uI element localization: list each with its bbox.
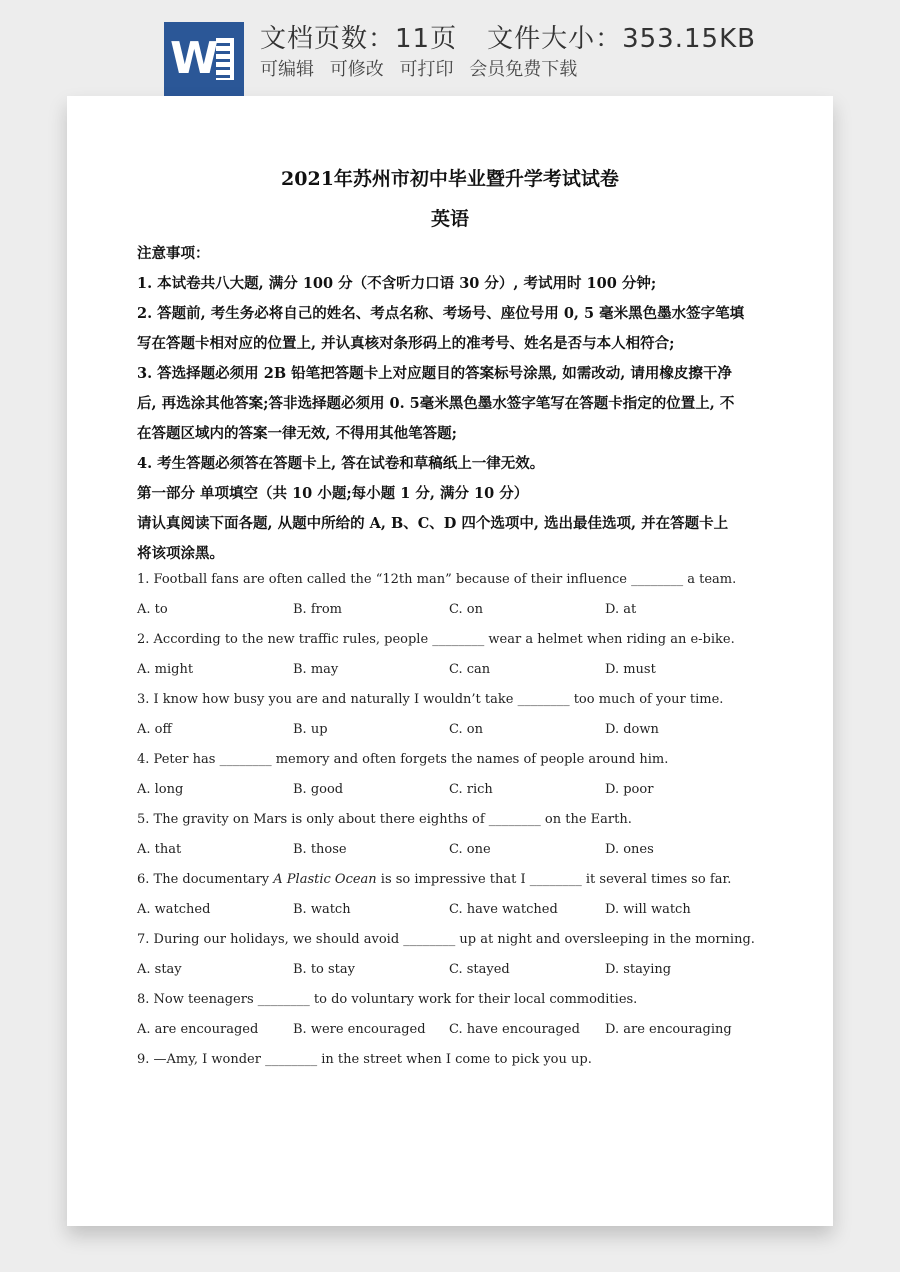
page-count: 文档页数：11页 [260, 24, 458, 54]
stem-end: is so impressive that I ________ it several times so far. [376, 872, 732, 887]
notice-line: 2. 答题前, 考生务必将自己的姓名、考点名称、考场号、座位号用 0, 5 毫米黑色墨水签字笔填 [137, 305, 745, 322]
file-meta [260, 18, 756, 55]
notice-line: 写在答题卡相对应的位置上, 并认真核对条形码上的准考号、姓名是否与本人相符合; [137, 335, 675, 352]
option-c: C. one [449, 842, 491, 857]
stem-start: 6. The documentary [137, 872, 274, 887]
notice-line: 3. 答选择题必须用 2B 铅笔把答题卡上对应题目的答案标号涂黑, 如需改动, 请用橡皮擦干净 [137, 365, 732, 382]
question-stem: 7. During our holidays, we should avoid ________ up at night and oversleeping in the morning. [137, 932, 755, 947]
option-d: D. staying [605, 962, 672, 977]
option-a: A. off [137, 722, 172, 737]
download-banner [0, 0, 900, 96]
question-stem: 1. Football fans are often called the “12th man” because of their influence ________ a team. [137, 572, 737, 587]
option-c: C. have encouraged [449, 1022, 580, 1037]
notice-line: 在答题区域内的答案一律无效, 不得用其他笔答题; [137, 425, 457, 442]
option-b: B. were encouraged [293, 1022, 426, 1037]
instruction-line: 请认真阅读下面各题, 从题中所给的 A, B、C、D 四个选项中, 选出最佳选项, 并在答题卡上 [137, 515, 729, 532]
question-stem: 8. Now teenagers ________ to do voluntary work for their local commodities. [137, 992, 638, 1007]
option-b: B. from [293, 602, 342, 617]
option-b: B. up [293, 722, 328, 737]
question-stem: 3. I know how busy you are and naturally I wouldn’t take ________ too much of your time. [137, 692, 724, 707]
option-c: C. rich [449, 782, 493, 797]
part-heading: 第一部分 单项填空（共 10 小题;每小题 1 分, 满分 10 分） [137, 485, 529, 502]
option-b: B. those [293, 842, 347, 857]
documentary-title: A Plastic Ocean [273, 872, 377, 887]
feature-editable: 可编辑 [260, 59, 314, 80]
word-document-icon [164, 22, 244, 96]
feature-free-download: 会员免费下载 [469, 59, 578, 80]
option-a: A. watched [137, 902, 211, 917]
option-d: D. must [605, 662, 656, 677]
option-c: C. on [449, 602, 483, 617]
option-d: D. down [605, 722, 659, 737]
notice-line: 后, 再选涂其他答案;答非选择题必须用 0. 5毫米黑色墨水签字笔写在答题卡指定的位置上, 不 [137, 395, 735, 412]
option-d: D. at [605, 602, 637, 617]
option-d: D. will watch [605, 902, 691, 917]
option-a: A. long [137, 782, 184, 797]
option-a: A. might [137, 662, 194, 677]
question-stem [137, 872, 731, 887]
option-a: A. stay [137, 962, 182, 977]
file-size: 文件大小：353.15KB [487, 24, 756, 54]
question-stem: 4. Peter has ________ memory and often forgets the names of people around him. [137, 752, 669, 767]
instruction-line: 将该项涂黑。 [137, 545, 224, 562]
option-b: B. good [293, 782, 344, 797]
option-a: A. to [137, 602, 168, 617]
option-a: A. that [137, 842, 182, 857]
feature-modifiable: 可修改 [329, 59, 384, 80]
option-b: B. to stay [293, 962, 355, 977]
word-letter: W [170, 33, 219, 84]
exam-title: 2021年苏州市初中毕业暨升学考试试卷 [281, 168, 619, 190]
feature-printable: 可打印 [399, 59, 454, 80]
option-b: B. may [293, 662, 339, 677]
question-stem: 5. The gravity on Mars is only about there eighths of ________ on the Earth. [137, 812, 632, 827]
option-c: C. on [449, 722, 483, 737]
notice-line: 4. 考生答题必须答在答题卡上, 答在试卷和草稿纸上一律无效。 [137, 455, 545, 472]
option-c: C. can [449, 662, 491, 677]
option-a: A. are encouraged [137, 1022, 259, 1037]
option-b: B. watch [293, 902, 351, 917]
notice-heading: 注意事项： [137, 245, 210, 262]
option-d: D. poor [605, 782, 654, 797]
exam-subject: 英语 [430, 208, 469, 230]
question-stem: 2. According to the new traffic rules, people ________ wear a helmet when riding an e-bike. [137, 632, 735, 647]
option-c: C. stayed [449, 962, 510, 977]
question-stem: 9. —Amy, I wonder ________ in the street when I come to pick you up. [137, 1052, 592, 1067]
option-c: C. have watched [449, 902, 558, 917]
notice-line: 1. 本试卷共八大题, 满分 100 分（不含听力口语 30 分）, 考试用时 100 分钟; [137, 275, 657, 292]
option-d: D. ones [605, 842, 654, 857]
option-d: D. are encouraging [605, 1022, 732, 1037]
feature-list [260, 55, 587, 81]
